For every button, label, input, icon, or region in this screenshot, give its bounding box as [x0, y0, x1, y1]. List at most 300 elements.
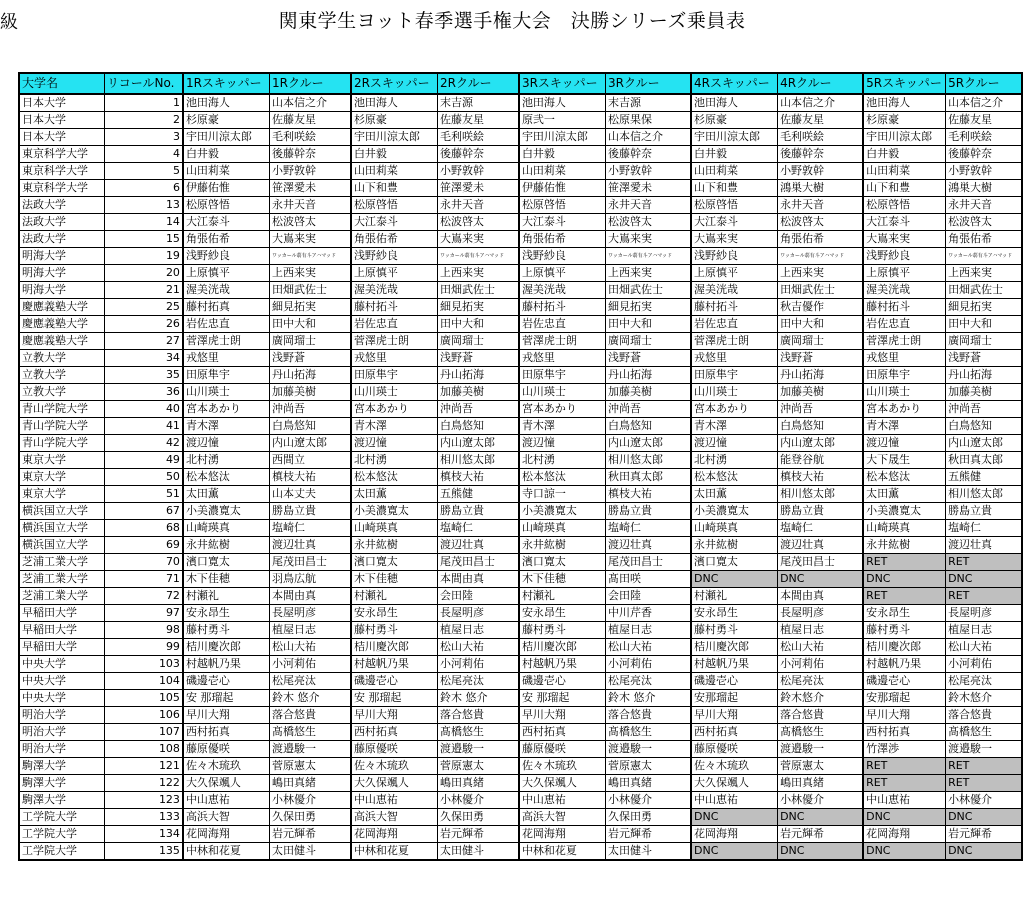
table-row	[19, 809, 1022, 826]
recall-number-cell: 42	[105, 435, 183, 452]
crew-name-cell: 佐藤友星	[437, 112, 518, 129]
crew-name-cell: 松波啓太	[778, 214, 864, 231]
crew-name-cell: 浅野紗良	[519, 248, 606, 265]
crew-name-cell: 青木澤	[691, 418, 778, 435]
crew-name-cell: 戎悠里	[519, 350, 606, 367]
university-cell: 芝浦工業大学	[19, 588, 105, 605]
crew-name-cell: 安永昂生	[863, 605, 945, 622]
crew-name-cell: 村越帆乃果	[519, 656, 606, 673]
university-cell: 慶應義塾大学	[19, 333, 105, 350]
crew-name-cell: 岩元輝希	[946, 826, 1022, 843]
crew-name-cell: 西村拓真	[183, 724, 270, 741]
crew-name-cell: 白井毅	[691, 146, 778, 163]
crew-name-cell: 渡辺壮真	[946, 537, 1022, 554]
crew-name-cell: 杉原豪	[863, 112, 945, 129]
crew-name-cell: 早川大翔	[351, 707, 438, 724]
crew-name-cell: 永井天音	[269, 197, 350, 214]
crew-name-cell: 五熊健	[437, 486, 518, 503]
crew-name-cell: 田原隼宇	[519, 367, 606, 384]
university-cell: 明海大学	[19, 265, 105, 282]
recall-number-cell: 108	[105, 741, 183, 758]
crew-name-cell: 笹澤愛未	[605, 180, 691, 197]
crew-name-cell: 岩元輝希	[437, 826, 518, 843]
crew-name-cell: 渡辺憧	[351, 435, 438, 452]
crew-name-cell: 佐々木琉玖	[351, 758, 438, 775]
table-row	[19, 605, 1022, 622]
crew-name-cell: 山下和豊	[691, 180, 778, 197]
crew-name-cell: 北村湧	[691, 452, 778, 469]
crew-name-cell: RET	[863, 758, 945, 775]
crew-name-cell: 木下佳穂	[351, 571, 438, 588]
crew-name-cell: 内山遼太郎	[778, 435, 864, 452]
crew-name-cell: 木下佳穂	[183, 571, 270, 588]
crew-name-cell: 久保田勇	[269, 809, 350, 826]
crew-name-cell: 藤村勇斗	[691, 622, 778, 639]
crew-name-cell: 小林優介	[437, 792, 518, 809]
table-row	[19, 401, 1022, 418]
crew-name-cell: 渡辺憧	[183, 435, 270, 452]
crew-name-cell: 丹山拓海	[605, 367, 691, 384]
crew-name-cell: 村越帆乃果	[691, 656, 778, 673]
crew-name-cell: 田畑武佐士	[437, 282, 518, 299]
crew-name-cell: 大下晟生	[863, 452, 945, 469]
crew-name-cell: 池田海人	[691, 94, 778, 112]
university-cell: 日本大学	[19, 94, 105, 112]
crew-name-cell: 伊藤佑惟	[519, 180, 606, 197]
crew-name-cell: 植屋日志	[437, 622, 518, 639]
crew-name-cell: 鈴木 悠介	[437, 690, 518, 707]
crew-name-cell: 濱口寛太	[691, 554, 778, 571]
crew-name-cell: DNC	[691, 843, 778, 861]
crew-name-cell: 鈴木 悠介	[269, 690, 350, 707]
header-row	[19, 73, 1022, 94]
crew-name-cell: 永井天音	[946, 197, 1022, 214]
university-cell: 明治大学	[19, 724, 105, 741]
crew-name-cell: 山崎瑛真	[183, 520, 270, 537]
crew-name-cell: 松山大祐	[605, 639, 691, 656]
crew-name-cell: 村瀬礼	[183, 588, 270, 605]
crew-name-cell: 岩佐忠直	[351, 316, 438, 333]
crew-name-cell: DNC	[691, 571, 778, 588]
crew-name-cell: 渡辺壮真	[778, 537, 864, 554]
crew-name-cell: 太田薫	[691, 486, 778, 503]
crew-name-cell: 毛利咲絵	[269, 129, 350, 146]
crew-name-cell: 嶋田真緒	[778, 775, 864, 792]
crew-name-cell: 杉原豪	[183, 112, 270, 129]
crew-name-cell: 小野敦幹	[269, 163, 350, 180]
university-cell: 法政大学	[19, 214, 105, 231]
crew-name-cell: 村越帆乃果	[351, 656, 438, 673]
crew-name-cell: ワッカール蒻有斗アハマッド	[437, 248, 518, 265]
crew-name-cell: 松原啓悟	[863, 197, 945, 214]
university-cell: 横浜国立大学	[19, 537, 105, 554]
crew-name-cell: 白井毅	[519, 146, 606, 163]
table-row	[19, 146, 1022, 163]
crew-name-cell: 勝島立貴	[605, 503, 691, 520]
column-header: 3Rスキッパー	[519, 73, 606, 94]
university-cell: 工学院大学	[19, 843, 105, 861]
crew-name-cell: 早川大翔	[519, 707, 606, 724]
crew-name-cell: 藤村勇斗	[183, 622, 270, 639]
crew-name-cell: 後藤幹奈	[269, 146, 350, 163]
crew-name-cell: 浅野蒼	[946, 350, 1022, 367]
corner-fragment-text: 級	[0, 12, 18, 33]
table-row	[19, 231, 1022, 248]
crew-name-cell: 戎悠里	[863, 350, 945, 367]
crew-name-cell: 中林和花夏	[351, 843, 438, 861]
recall-number-cell: 13	[105, 197, 183, 214]
crew-name-cell: 藤原優咲	[183, 741, 270, 758]
crew-name-cell: 磯邊壱心	[863, 673, 945, 690]
crew-name-cell: 上原慎平	[519, 265, 606, 282]
crew-name-cell: 山川瑛士	[691, 384, 778, 401]
crew-name-cell: 小河莉佑	[605, 656, 691, 673]
university-cell: 慶應義塾大学	[19, 316, 105, 333]
page-title: 関東学生ヨット春季選手権大会 決勝シリーズ乗員表	[278, 10, 746, 32]
crew-name-cell: 加藤美樹	[778, 384, 864, 401]
crew-name-cell: 安 那瑠起	[519, 690, 606, 707]
crew-name-cell: 相川悠太郎	[605, 452, 691, 469]
crew-name-cell: 末吉源	[605, 94, 691, 112]
crew-name-cell: 山川瑛士	[183, 384, 270, 401]
recall-number-cell: 106	[105, 707, 183, 724]
recall-number-cell: 15	[105, 231, 183, 248]
crew-name-cell: 秋田真太郎	[605, 469, 691, 486]
crew-name-cell: 塩崎仁	[946, 520, 1022, 537]
crew-name-cell: 白鳥悠知	[269, 418, 350, 435]
crew-name-cell: 菅原憲太	[437, 758, 518, 775]
crew-name-cell: 嶋田真緒	[605, 775, 691, 792]
crew-name-cell: 毛利咲絵	[437, 129, 518, 146]
crew-name-cell: 渡辺壮真	[269, 537, 350, 554]
crew-name-cell: 永井紘樹	[351, 537, 438, 554]
crew-name-cell: 大嶌来実	[269, 231, 350, 248]
crew-name-cell: 山川瑛士	[351, 384, 438, 401]
crew-name-cell: 岩佐忠直	[863, 316, 945, 333]
crew-name-cell: 宮本あかり	[691, 401, 778, 418]
crew-name-cell: 田中大和	[778, 316, 864, 333]
crew-name-cell: 白鳥悠知	[437, 418, 518, 435]
crew-name-cell: 田中大和	[269, 316, 350, 333]
crew-name-cell: 白鳥悠知	[778, 418, 864, 435]
crew-name-cell: 青木澤	[351, 418, 438, 435]
crew-name-cell: 永井紘樹	[519, 537, 606, 554]
table-row	[19, 265, 1022, 282]
crew-name-cell: 上西来実	[778, 265, 864, 282]
university-cell: 横浜国立大学	[19, 520, 105, 537]
crew-name-cell: 松尾亮汰	[946, 673, 1022, 690]
crew-name-cell: 角張佑希	[946, 231, 1022, 248]
crew-name-cell: 中林和花夏	[519, 843, 606, 861]
crew-name-cell: 加藤美樹	[269, 384, 350, 401]
crew-name-cell: 髙橋悠生	[437, 724, 518, 741]
crew-name-cell: 細見拓実	[946, 299, 1022, 316]
crew-name-cell: 藤村拓斗	[863, 299, 945, 316]
crew-name-cell: 大嶌来実	[863, 231, 945, 248]
recall-number-cell: 135	[105, 843, 183, 861]
crew-name-cell: 小野敦幹	[605, 163, 691, 180]
table-row	[19, 384, 1022, 401]
table-row	[19, 622, 1022, 639]
crew-name-cell: 藤村拓真	[183, 299, 270, 316]
crew-name-cell: 大久保颯人	[691, 775, 778, 792]
crew-name-cell: 磯邊壱心	[519, 673, 606, 690]
table-row	[19, 163, 1022, 180]
university-cell: 青山学院大学	[19, 435, 105, 452]
crew-name-cell: 後藤幹奈	[946, 146, 1022, 163]
crew-name-cell: 竹澤渉	[863, 741, 945, 758]
table-row	[19, 282, 1022, 299]
crew-name-cell: 廣岡瑠士	[778, 333, 864, 350]
table-row	[19, 741, 1022, 758]
table-row	[19, 435, 1022, 452]
table-row	[19, 129, 1022, 146]
crew-name-cell: 宇田川涼太郎	[519, 129, 606, 146]
crew-name-cell: 渡辺憧	[519, 435, 606, 452]
crew-name-cell: 浅野蒼	[778, 350, 864, 367]
university-cell: 東京科学大学	[19, 163, 105, 180]
crew-name-cell: 杉原豪	[351, 112, 438, 129]
crew-name-cell: RET	[946, 775, 1022, 792]
crew-name-cell: 村瀬礼	[519, 588, 606, 605]
table-row	[19, 418, 1022, 435]
crew-name-cell: 槙枝大祐	[437, 469, 518, 486]
crew-name-cell: 池田海人	[863, 94, 945, 112]
crew-name-cell: 池田海人	[183, 94, 270, 112]
crew-name-cell: 岩元輝希	[269, 826, 350, 843]
crew-name-cell: 小美濃寛太	[863, 503, 945, 520]
crew-name-cell: 西村拓真	[863, 724, 945, 741]
crew-name-cell: 小野敦幹	[778, 163, 864, 180]
crew-name-cell: 丹山拓海	[437, 367, 518, 384]
crew-name-cell: 大江泰斗	[863, 214, 945, 231]
crew-name-cell: DNC	[863, 843, 945, 861]
crew-name-cell: 角張佑希	[519, 231, 606, 248]
table-row	[19, 486, 1022, 503]
column-header: 2Rクルー	[437, 73, 518, 94]
crew-name-cell: 大久保颯人	[519, 775, 606, 792]
crew-name-cell: 佐々木琉玖	[183, 758, 270, 775]
column-header: 1Rクルー	[269, 73, 350, 94]
recall-number-cell: 134	[105, 826, 183, 843]
crew-name-cell: DNC	[778, 571, 864, 588]
crew-name-cell: DNC	[778, 843, 864, 861]
crew-name-cell: 大久保颯人	[351, 775, 438, 792]
university-cell: 中央大学	[19, 673, 105, 690]
crew-name-cell: 松原啓悟	[691, 197, 778, 214]
crew-name-cell: 菅原憲太	[605, 758, 691, 775]
crew-name-cell: 松本悠汰	[691, 469, 778, 486]
table-row	[19, 707, 1022, 724]
crew-name-cell: RET	[946, 588, 1022, 605]
crew-name-cell: RET	[863, 588, 945, 605]
crew-name-cell: 岩元輝希	[605, 826, 691, 843]
table-row	[19, 316, 1022, 333]
crew-name-cell: 植屋日志	[269, 622, 350, 639]
crew-name-cell: 大嶌来実	[605, 231, 691, 248]
university-cell: 芝浦工業大学	[19, 571, 105, 588]
crew-name-cell: 嶋田真緒	[437, 775, 518, 792]
crew-name-cell: 鈴木悠介	[778, 690, 864, 707]
university-cell: 駒澤大学	[19, 775, 105, 792]
crew-name-cell: 北村湧	[351, 452, 438, 469]
crew-name-cell: 毛利咲絵	[946, 129, 1022, 146]
crew-name-cell: 松山大祐	[778, 639, 864, 656]
recall-number-cell: 98	[105, 622, 183, 639]
crew-name-cell: 菅澤虎士朗	[183, 333, 270, 350]
crew-name-cell: 尾茂田昌士	[605, 554, 691, 571]
crew-name-cell: 戎悠里	[351, 350, 438, 367]
crew-name-cell: 太田薫	[183, 486, 270, 503]
crew-name-cell: DNC	[946, 571, 1022, 588]
university-cell: 早稲田大学	[19, 639, 105, 656]
table-row	[19, 180, 1022, 197]
crew-name-cell: 浅野紗良	[691, 248, 778, 265]
crew-name-cell: 藤原優咲	[351, 741, 438, 758]
crew-name-cell: 安永昂生	[183, 605, 270, 622]
crew-name-cell: 早川大翔	[863, 707, 945, 724]
crew-name-cell: 秋吉優作	[778, 299, 864, 316]
crew-name-cell: 永井紘樹	[691, 537, 778, 554]
crew-name-cell: 青木澤	[519, 418, 606, 435]
crew-name-cell: 五熊健	[946, 469, 1022, 486]
crew-name-cell: 藤村拓斗	[351, 299, 438, 316]
crew-name-cell: 小野敦幹	[946, 163, 1022, 180]
crew-name-cell: 山田莉菜	[691, 163, 778, 180]
crew-name-cell: 渡邉駿一	[778, 741, 864, 758]
table-body	[19, 94, 1022, 860]
crew-name-cell: 佐藤友星	[778, 112, 864, 129]
crew-name-cell: 落合悠貴	[605, 707, 691, 724]
crew-name-cell: 長屋明彦	[778, 605, 864, 622]
crew-name-cell: 菅澤虎士朗	[519, 333, 606, 350]
crew-name-cell: 大江泰斗	[519, 214, 606, 231]
crew-name-cell: 渥美洸哉	[183, 282, 270, 299]
recall-number-cell: 2	[105, 112, 183, 129]
crew-name-cell: 大江泰斗	[351, 214, 438, 231]
crew-name-cell: 中山恵祐	[183, 792, 270, 809]
crew-name-cell: 塩崎仁	[605, 520, 691, 537]
crew-name-cell: 宇田川涼太郎	[863, 129, 945, 146]
crew-name-cell: 松本悠汰	[351, 469, 438, 486]
university-cell: 工学院大学	[19, 809, 105, 826]
crew-name-cell: 西村拓真	[519, 724, 606, 741]
university-cell: 法政大学	[19, 197, 105, 214]
recall-number-cell: 105	[105, 690, 183, 707]
crew-name-cell: 勝島立貴	[778, 503, 864, 520]
crew-name-cell: 久保田勇	[605, 809, 691, 826]
crew-name-cell: 山川瑛士	[519, 384, 606, 401]
crew-name-cell: 早川大翔	[691, 707, 778, 724]
crew-name-cell: 佐々木琉玖	[691, 758, 778, 775]
crew-name-cell: 上西来実	[946, 265, 1022, 282]
crew-name-cell: 山本信之介	[269, 94, 350, 112]
university-cell: 横浜国立大学	[19, 503, 105, 520]
table-row	[19, 367, 1022, 384]
crew-name-cell: ワッカール蒻有斗アハマッド	[605, 248, 691, 265]
column-header: 1Rスキッパー	[183, 73, 270, 94]
crew-name-cell: 村瀬礼	[351, 588, 438, 605]
crew-name-cell: 花岡海翔	[351, 826, 438, 843]
crew-name-cell: 髙橋悠生	[605, 724, 691, 741]
university-cell: 明海大学	[19, 248, 105, 265]
crew-name-cell: 中川芹香	[605, 605, 691, 622]
recall-number-cell: 4	[105, 146, 183, 163]
crew-name-cell: 廣岡瑠士	[269, 333, 350, 350]
table-row	[19, 724, 1022, 741]
crew-name-cell: 丹山拓海	[946, 367, 1022, 384]
crew-name-cell: 岩佐忠直	[519, 316, 606, 333]
crew-name-cell: 永井紘樹	[183, 537, 270, 554]
crew-name-cell: 松本悠汰	[863, 469, 945, 486]
crew-name-cell: 桔川慶次郎	[863, 639, 945, 656]
crew-name-cell: 細見拓実	[605, 299, 691, 316]
crew-name-cell: 北村湧	[183, 452, 270, 469]
crew-name-cell: 山崎瑛真	[519, 520, 606, 537]
crew-name-cell: 渥美洸哉	[863, 282, 945, 299]
crew-name-cell: 杉原豪	[691, 112, 778, 129]
crew-name-cell: 藤村勇斗	[863, 622, 945, 639]
crew-name-cell: 戎悠里	[183, 350, 270, 367]
crew-name-cell: 池田海人	[351, 94, 438, 112]
crew-name-cell: RET	[946, 758, 1022, 775]
crew-name-cell: 太田健斗	[437, 843, 518, 861]
crew-name-cell: 安那瑠起	[863, 690, 945, 707]
crew-name-cell: 磯邊壱心	[691, 673, 778, 690]
crew-name-cell: 上原慎平	[351, 265, 438, 282]
crew-name-cell: ワッカール蒻有斗アハマッド	[946, 248, 1022, 265]
crew-name-cell: 白鳥悠知	[605, 418, 691, 435]
crew-name-cell: 渡辺憧	[863, 435, 945, 452]
crew-name-cell: 宇田川涼太郎	[351, 129, 438, 146]
crew-name-cell: 上原慎平	[183, 265, 270, 282]
recall-number-cell: 51	[105, 486, 183, 503]
crew-name-cell: 永井紘樹	[863, 537, 945, 554]
recall-number-cell: 97	[105, 605, 183, 622]
university-cell: 芝浦工業大学	[19, 554, 105, 571]
crew-name-cell: 大江泰斗	[691, 214, 778, 231]
crew-name-cell: 塩崎仁	[437, 520, 518, 537]
recall-number-cell: 67	[105, 503, 183, 520]
column-header: 5Rクルー	[946, 73, 1022, 94]
column-header: 大学名	[19, 73, 105, 94]
table-row	[19, 673, 1022, 690]
crew-name-cell: 田原隼宇	[183, 367, 270, 384]
crew-name-cell: 安永昂生	[691, 605, 778, 622]
crew-name-cell: 後藤幹奈	[778, 146, 864, 163]
crew-name-cell: 松原果保	[605, 112, 691, 129]
crew-name-cell: 早川大翔	[183, 707, 270, 724]
university-cell: 立教大学	[19, 367, 105, 384]
crew-name-cell: 鴻巣大樹	[778, 180, 864, 197]
recall-number-cell: 104	[105, 673, 183, 690]
table-row	[19, 469, 1022, 486]
crew-name-cell: 田畑武佐士	[778, 282, 864, 299]
crew-name-cell: 木下佳穂	[519, 571, 606, 588]
crew-name-cell: 内山遼太郎	[437, 435, 518, 452]
crew-name-cell: 寺口諒一	[519, 486, 606, 503]
crew-name-cell: 髙田咲	[605, 571, 691, 588]
crew-name-cell: 山下和豊	[863, 180, 945, 197]
crew-name-cell: 槙枝大祐	[778, 469, 864, 486]
crew-name-cell: 岩元輝希	[778, 826, 864, 843]
recall-number-cell: 122	[105, 775, 183, 792]
crew-name-cell: 原弐一	[519, 112, 606, 129]
table-row	[19, 588, 1022, 605]
crew-name-cell: 宮本あかり	[519, 401, 606, 418]
recall-number-cell: 103	[105, 656, 183, 673]
crew-name-cell: 相川悠太郎	[437, 452, 518, 469]
